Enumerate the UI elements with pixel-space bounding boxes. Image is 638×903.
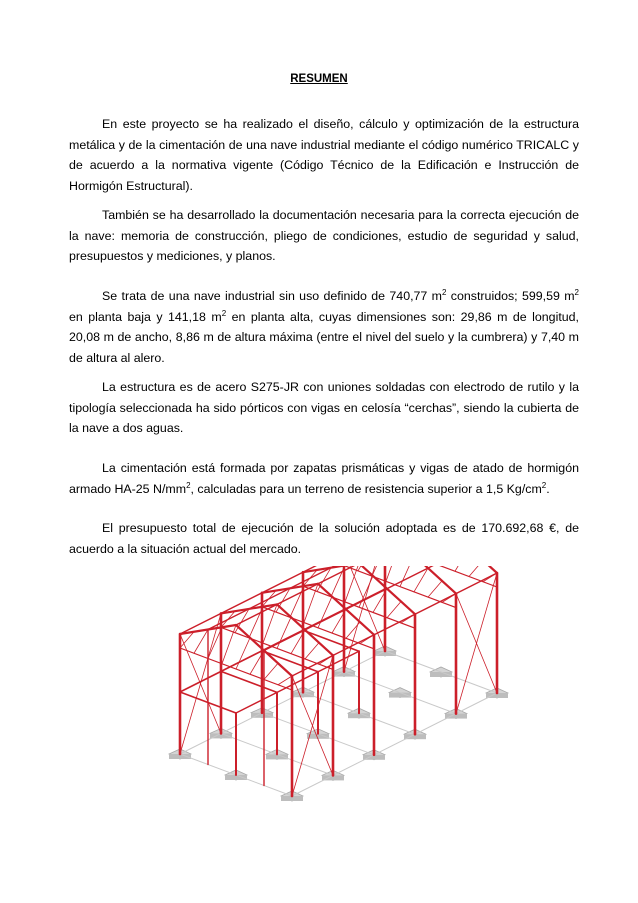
tie-beam (385, 651, 497, 693)
truss-web (455, 566, 469, 571)
paragraph-5 (69, 458, 579, 499)
paragraph-4: La estructura es de acero S275-JR con uniones soldadas con electrodo de rutilo y la tipología seleccionada ha sido pórticos con vigas en celosía “cerchas”, siendo la cubierta de la nave a dos aguas. (69, 380, 579, 436)
paragraph-5-text-b: , calculadas para un terreno de resistencia superior a 1,5 Kg/cm (190, 481, 542, 496)
paragraph-3-text-a: Se trata de una nave industrial sin uso definido de 740,77 m (102, 289, 442, 303)
superscript: 2 (186, 480, 191, 490)
truss-web (428, 581, 442, 597)
steel-structure-figure (160, 566, 510, 816)
truss-web (386, 566, 400, 581)
truss-web (360, 635, 374, 644)
truss-web (278, 676, 292, 685)
tie-beam (292, 693, 497, 796)
tie-beam (344, 672, 456, 714)
paragraph-1: En este proyecto se ha realizado el diseño, cálculo y optimización de la estructura metálica y de la cimentación de una nave industrial mediante el código numérico TRICALC y de acuerdo a la normativa vigente (Código Técnico de la Edificación e Instrucción de Hormigón Estructural). (69, 117, 579, 193)
truss-web (469, 566, 483, 577)
truss-web (277, 617, 291, 648)
page-title: RESUMEN (290, 73, 348, 85)
truss-web (318, 597, 332, 628)
truss-web (305, 643, 319, 659)
mezzanine-beam (236, 651, 359, 713)
superscript: 2 (221, 308, 227, 318)
superscript: 2 (442, 288, 447, 297)
paragraph-3 (69, 286, 579, 368)
paragraph-6: El presupuesto total de ejecución de la solución adoptada es de 170.692,68 €, de acuerdo a la situación actual del mercado. (69, 521, 579, 556)
paragraph-3-text-d: en planta alta, cuyas dimensiones son: 29,86 m de longitud, 20,08 m de ancho, 8,86 m de altura máxima (entre el nivel del suelo y la cumbrera) y 7,40 m de altura al alero. (69, 309, 579, 365)
truss-bottom-chord (385, 566, 497, 587)
paragraph-5-text-c: . (546, 481, 550, 496)
paragraph-5-text-a: La cimentación está formada por zapatas prismáticas y vigas de atado de hormigón armado HA-25 N/mm (69, 461, 579, 496)
paragraph-2: También se ha desarrollado la documentación necesaria para la correcta ejecución de la nave: memoria de construcción, pliego de condiciones, estudio de seguridad y salud, presupuestos y mediciones, y planos. (69, 208, 579, 264)
truss-web (387, 601, 401, 617)
truss-web (401, 614, 415, 623)
truss-web (194, 630, 208, 654)
truss-web (264, 663, 278, 679)
paragraph-3-text-b: construidos; 599,59 m (446, 289, 575, 303)
wall-bracing (456, 594, 497, 693)
truss-web (236, 638, 250, 669)
purlin (208, 566, 413, 630)
paragraph-3-text-c: en planta baja y 141,18 m (69, 309, 222, 324)
wall-bracing (180, 634, 221, 733)
wall-bracing (292, 676, 333, 775)
superscript: 2 (541, 480, 547, 490)
truss-web (442, 594, 456, 603)
superscript: 2 (574, 288, 579, 297)
